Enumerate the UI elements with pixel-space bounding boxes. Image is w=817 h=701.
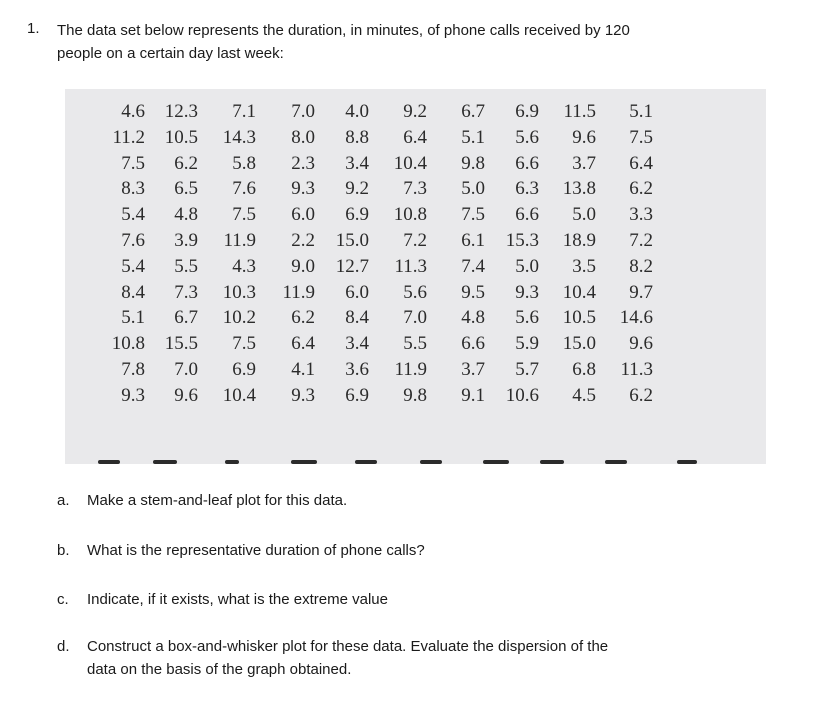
cropped-digit-fragment (677, 460, 697, 464)
table-cell: 6.3 (515, 178, 539, 200)
subquestion-text: Make a stem-and-leaf plot for this data. (87, 492, 348, 509)
table-cell: 10.8 (393, 204, 427, 226)
table-cell: 5.6 (403, 281, 427, 303)
subquestion-d (57, 635, 687, 681)
table-cell: 5.1 (121, 307, 145, 329)
cropped-digit-fragment (605, 460, 627, 464)
cropped-digit-fragment (153, 460, 177, 464)
table-cell: 6.7 (461, 101, 485, 122)
data-table-image (65, 89, 766, 464)
table-row (65, 383, 766, 409)
table-cell: 7.5 (629, 126, 653, 148)
table-cell: 7.2 (403, 229, 427, 251)
cropped-digit-fragment (420, 460, 442, 464)
subquestion-text-line-2: data on the basis of the graph obtained. (87, 661, 352, 678)
table-cell: 5.5 (174, 255, 198, 277)
table-cell: 9.5 (461, 281, 485, 303)
table-cell: 5.8 (232, 152, 256, 174)
table-cell: 9.6 (629, 333, 653, 355)
table-cell: 12.3 (164, 101, 198, 122)
table-cell: 2.2 (291, 229, 315, 251)
table-row (65, 125, 766, 151)
table-row (65, 357, 766, 383)
table-cell: 2.3 (291, 152, 315, 174)
table-cell: 7.6 (232, 178, 256, 200)
table-cell: 7.5 (232, 333, 256, 355)
table-cell: 3.6 (345, 358, 369, 380)
table-cell: 10.5 (562, 307, 596, 329)
table-cell: 6.6 (515, 204, 539, 226)
table-row (65, 228, 766, 254)
table-cell: 6.9 (345, 204, 369, 226)
table-cell: 8.0 (291, 126, 315, 148)
table-cell: 3.5 (572, 255, 596, 277)
table-cell: 6.9 (515, 101, 539, 122)
table-cell: 9.3 (291, 178, 315, 200)
table-cell: 9.7 (629, 281, 653, 303)
table-cell: 4.6 (121, 101, 145, 122)
table-cell: 6.4 (403, 126, 427, 148)
table-cell: 10.5 (164, 126, 198, 148)
table-cell: 9.1 (461, 384, 485, 406)
table-cell: 6.4 (629, 152, 653, 174)
cropped-digit-fragment (291, 460, 317, 464)
table-cell: 12.7 (335, 255, 369, 277)
subquestion-letter: b. (57, 542, 70, 559)
table-cell: 7.0 (291, 101, 315, 122)
table-cell: 8.8 (345, 126, 369, 148)
question-text-line-2: people on a certain day last week: (57, 45, 284, 62)
subquestion-letter: d. (57, 638, 70, 655)
table-cell: 6.2 (629, 178, 653, 200)
table-cell: 5.9 (515, 333, 539, 355)
question-text-line-1: The data set below represents the duration, in minutes, of phone calls received by 120 (57, 22, 630, 39)
table-cell: 7.5 (121, 152, 145, 174)
table-cell: 7.4 (461, 255, 485, 277)
table-cell: 8.4 (345, 307, 369, 329)
table-cell: 18.9 (562, 229, 596, 251)
table-cell: 5.0 (572, 204, 596, 226)
table-cell: 5.0 (461, 178, 485, 200)
table-row (65, 202, 766, 228)
table-cell: 5.1 (461, 126, 485, 148)
table-cell: 14.3 (222, 126, 256, 148)
table-row (65, 280, 766, 306)
table-cell: 7.3 (174, 281, 198, 303)
table-cell: 9.6 (572, 126, 596, 148)
table-row (65, 305, 766, 331)
table-cell: 11.9 (394, 358, 427, 380)
table-cell: 15.0 (562, 333, 596, 355)
table-cell: 6.2 (174, 152, 198, 174)
subquestion-letter: a. (57, 492, 70, 509)
cropped-digit-fragment (98, 460, 120, 464)
table-row (65, 331, 766, 357)
table-row (65, 151, 766, 177)
table-cell: 9.3 (121, 384, 145, 406)
table-cell: 4.5 (572, 384, 596, 406)
table-cell: 9.3 (291, 384, 315, 406)
table-cell: 5.1 (629, 101, 653, 122)
table-cell: 3.9 (174, 229, 198, 251)
table-cell: 7.0 (174, 358, 198, 380)
table-cell: 10.8 (111, 333, 145, 355)
table-cell: 9.2 (403, 101, 427, 122)
table-cell: 11.9 (282, 281, 315, 303)
table-cell: 3.4 (345, 333, 369, 355)
table-row (65, 254, 766, 280)
table-cell: 9.8 (403, 384, 427, 406)
table-cell: 9.2 (345, 178, 369, 200)
table-cell: 6.4 (291, 333, 315, 355)
table-cell: 6.9 (345, 384, 369, 406)
table-cell: 4.3 (232, 255, 256, 277)
table-row (65, 176, 766, 202)
table-cell: 3.7 (572, 152, 596, 174)
table-cell: 4.8 (174, 204, 198, 226)
table-cell: 10.4 (562, 281, 596, 303)
table-cell: 6.7 (174, 307, 198, 329)
table-cell: 6.6 (461, 333, 485, 355)
table-cell: 8.4 (121, 281, 145, 303)
table-cell: 6.8 (572, 358, 596, 380)
subquestion-c (57, 588, 687, 611)
table-cell: 15.3 (505, 229, 539, 251)
table-cell: 15.0 (335, 229, 369, 251)
table-cell: 13.8 (562, 178, 596, 200)
subquestion-a (57, 489, 687, 512)
table-cell: 5.7 (515, 358, 539, 380)
table-row (65, 99, 766, 125)
cropped-digit-fragment (225, 460, 239, 464)
table-cell: 3.3 (629, 204, 653, 226)
question-number: 1. (27, 20, 40, 37)
table-cell: 6.0 (345, 281, 369, 303)
table-cell: 7.2 (629, 229, 653, 251)
table-cell: 11.3 (620, 358, 653, 380)
table-cell: 11.5 (563, 101, 596, 122)
subquestion-text: Indicate, if it exists, what is the extreme value (87, 591, 388, 608)
table-cell: 5.0 (515, 255, 539, 277)
subquestion-text: What is the representative duration of phone calls? (87, 542, 425, 559)
table-cell: 6.2 (629, 384, 653, 406)
data-table-grid (65, 99, 766, 409)
table-cell: 5.4 (121, 204, 145, 226)
subquestion-text-line-1: Construct a box-and-whisker plot for these data. Evaluate the dispersion of the (87, 638, 609, 655)
subquestion-b (57, 539, 687, 562)
table-cell: 3.4 (345, 152, 369, 174)
table-cell: 5.6 (515, 126, 539, 148)
cropped-digit-fragment (540, 460, 564, 464)
table-cell: 8.2 (629, 255, 653, 277)
table-cell: 15.5 (164, 333, 198, 355)
table-cell: 4.0 (345, 101, 369, 122)
table-cell: 9.3 (515, 281, 539, 303)
table-cell: 7.5 (232, 204, 256, 226)
table-cell: 11.3 (394, 255, 427, 277)
table-cell: 9.0 (291, 255, 315, 277)
table-cell: 5.5 (403, 333, 427, 355)
table-cell: 6.2 (291, 307, 315, 329)
cropped-digit-fragment (355, 460, 377, 464)
table-cell: 7.3 (403, 178, 427, 200)
table-cell: 10.4 (222, 384, 256, 406)
table-cell: 3.7 (461, 358, 485, 380)
table-cell: 7.5 (461, 204, 485, 226)
cropped-digit-fragment (483, 460, 509, 464)
table-cell: 9.8 (461, 152, 485, 174)
table-cell: 5.4 (121, 255, 145, 277)
cropped-row-fragment (65, 453, 766, 464)
table-cell: 6.5 (174, 178, 198, 200)
question-text (57, 19, 757, 65)
table-cell: 6.1 (461, 229, 485, 251)
table-cell: 5.6 (515, 307, 539, 329)
table-cell: 11.9 (223, 229, 256, 251)
table-cell: 7.6 (121, 229, 145, 251)
table-cell: 10.3 (222, 281, 256, 303)
table-cell: 6.6 (515, 152, 539, 174)
table-cell: 8.3 (121, 178, 145, 200)
table-cell: 10.6 (505, 384, 539, 406)
table-cell: 10.4 (393, 152, 427, 174)
table-cell: 11.2 (112, 126, 145, 148)
table-cell: 6.0 (291, 204, 315, 226)
table-cell: 7.0 (403, 307, 427, 329)
table-cell: 7.1 (232, 101, 256, 122)
table-cell: 6.9 (232, 358, 256, 380)
table-cell: 4.1 (291, 358, 315, 380)
table-cell: 14.6 (619, 307, 653, 329)
table-cell: 4.8 (461, 307, 485, 329)
table-cell: 10.2 (222, 307, 256, 329)
table-cell: 9.6 (174, 384, 198, 406)
subquestion-letter: c. (57, 591, 69, 608)
table-cell: 7.8 (121, 358, 145, 380)
